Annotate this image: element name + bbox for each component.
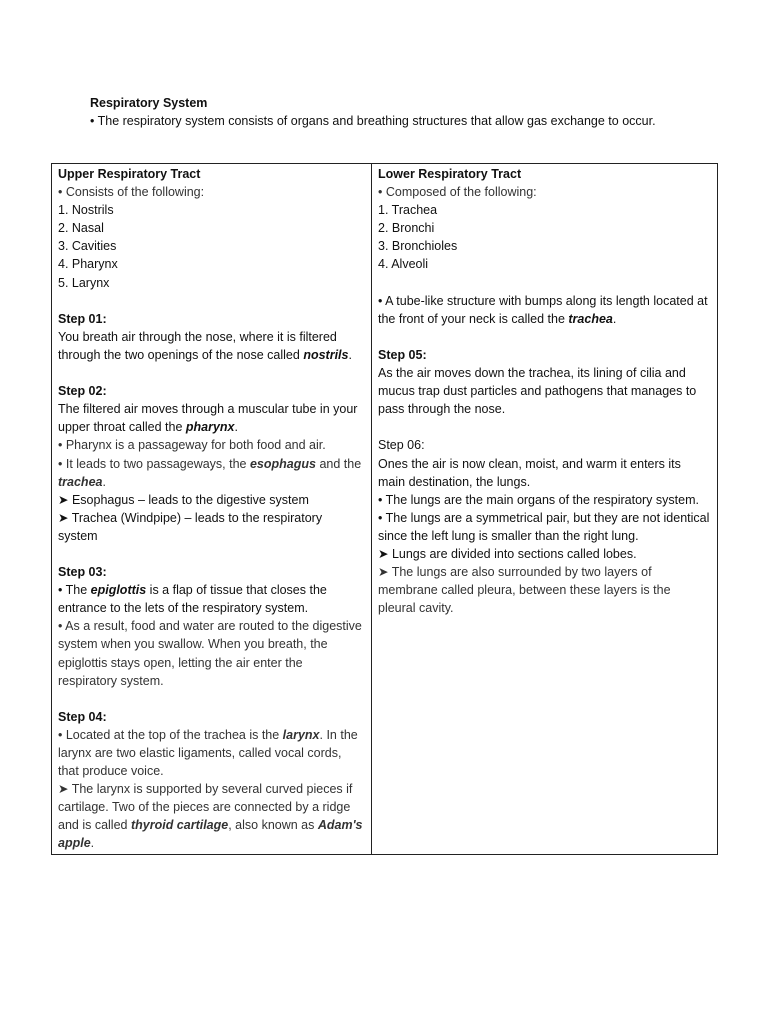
step-04-arrow-1: ➤ The larynx is supported by several curved pieces if cartilage. Two of the pieces are connected by a ridge and is called thyroid cartilage, also known as Adam's apple. bbox=[58, 782, 363, 851]
term-larynx: larynx bbox=[282, 727, 320, 742]
upper-list-item: 5. Larynx bbox=[58, 275, 110, 290]
step-05-text: As the air moves down the trachea, its lining of cilia and mucus trap dust particles and pathogens that manages to pass through the nose. bbox=[378, 366, 697, 417]
upper-list-item: 3. Cavities bbox=[58, 239, 117, 254]
lower-heading: Lower Respiratory Tract bbox=[378, 167, 522, 181]
step-03-bullet-1: • The epiglottis is a flap of tissue that closes the entrance to the lets of the respiratory system. bbox=[58, 583, 327, 616]
step-01-text: You breath air through the nose, where it is filtered through the two openings of the nose called nostrils. bbox=[58, 329, 352, 362]
term-nostrils: nostrils bbox=[303, 347, 349, 362]
step-03-label: Step 03: bbox=[58, 565, 107, 580]
step-01-label: Step 01: bbox=[58, 311, 107, 326]
term-epiglottis: epiglottis bbox=[90, 583, 147, 598]
step-06-bullet-1: • The lungs are the main organs of the respiratory system. bbox=[378, 492, 699, 507]
step-04-label: Step 04: bbox=[58, 709, 107, 724]
step-05-label: Step 05: bbox=[378, 347, 427, 362]
upper-tract-cell bbox=[52, 164, 372, 855]
step-06-label: Step 06: bbox=[378, 438, 425, 453]
lower-list-item: 1. Trachea bbox=[378, 203, 438, 218]
term-thyroid-cartilage: thyroid cartilage bbox=[130, 818, 229, 833]
step-02-label: Step 02: bbox=[58, 384, 107, 399]
document-title: Respiratory System bbox=[90, 96, 208, 110]
upper-list-item: 4. Pharynx bbox=[58, 257, 118, 272]
upper-intro: • Consists of the following: bbox=[58, 185, 205, 200]
step-06-bullet-2: • The lungs are a symmetrical pair, but they are not identical since the left lung is smaller than the right lung. bbox=[378, 510, 710, 543]
lower-intro: • Composed of the following: bbox=[378, 185, 537, 200]
step-06-text: Ones the air is now clean, moist, and warm it enters its main destination, the lungs. bbox=[378, 456, 681, 489]
term-esophagus: esophagus bbox=[249, 456, 316, 471]
step-02-arrow-1: ➤ Esophagus – leads to the digestive system bbox=[58, 492, 309, 507]
respiratory-table bbox=[51, 163, 718, 855]
intro-text: • The respiratory system consists of organs and breathing structures that allow gas exchange to occur. bbox=[90, 114, 656, 128]
step-04-bullet-1: • Located at the top of the trachea is the larynx. In the larynx are two elastic ligaments, called vocal cords, that produce voice. bbox=[58, 727, 358, 779]
step-02-bullet-1: • Pharynx is a passageway for both food and air. bbox=[58, 438, 326, 453]
step-03-bullet-2: • As a result, food and water are routed to the digestive system when you swallow. When you breath, the epiglottis stays open, letting the air enter the respiratory system. bbox=[58, 619, 362, 688]
term-trachea: trachea bbox=[58, 474, 103, 489]
lower-list-item: 2. Bronchi bbox=[378, 221, 435, 236]
trachea-description: • A tube-like structure with bumps along its length located at the front of your neck is called the trachea. bbox=[378, 293, 708, 326]
step-02-arrow-2: ➤ Trachea (Windpipe) – leads to the respiratory system bbox=[58, 510, 323, 543]
upper-heading: Upper Respiratory Tract bbox=[58, 167, 201, 181]
step-06-arrow-2: ➤ The lungs are also surrounded by two layers of membrane called pleura, between these layers is the pleural cavity. bbox=[378, 565, 671, 616]
upper-list-item: 2. Nasal bbox=[58, 221, 104, 236]
term-adams-apple: Adam's apple bbox=[58, 818, 363, 851]
intro-section bbox=[90, 94, 670, 130]
step-06-arrow-1: ➤ Lungs are divided into sections called lobes. bbox=[378, 546, 637, 561]
lower-list-item: 4. Alveoli bbox=[378, 257, 429, 272]
step-02-bullet-2: • It leads to two passageways, the esophagus and the trachea. bbox=[58, 456, 362, 489]
lower-tract-cell bbox=[372, 164, 718, 855]
term-pharynx: pharynx bbox=[185, 420, 235, 435]
step-02-text: The filtered air moves through a muscular tube in your upper throat called the pharynx. bbox=[58, 402, 358, 435]
upper-list-item: 1. Nostrils bbox=[58, 203, 114, 218]
lower-list-item: 3. Bronchioles bbox=[378, 239, 458, 254]
term-trachea-lower: trachea bbox=[568, 311, 613, 326]
